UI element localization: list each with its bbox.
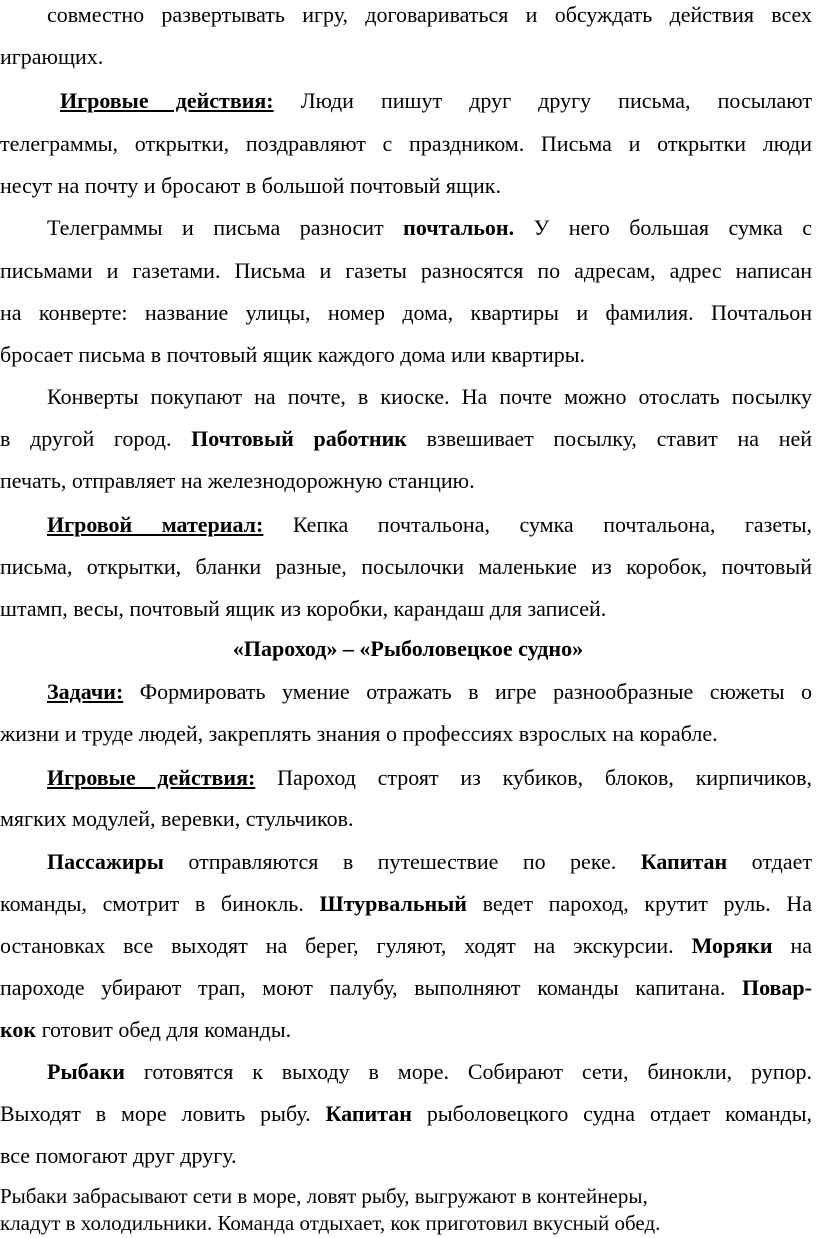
term-sailors: Моряки xyxy=(691,933,773,958)
text-line xyxy=(47,679,812,705)
term-fishermen: Рыбаки xyxy=(47,1059,125,1084)
text-run: Пароход строят из кубиков, блоков, кирпичиков, xyxy=(277,765,812,790)
text-line xyxy=(60,88,812,114)
text-run: отправляются в путешествие по реке. xyxy=(188,849,617,874)
text-run: готовятся к выходу в море. Собирают сети, бинокли, рупор. xyxy=(143,1059,812,1084)
text-line: совместно развертывать игру, договариваться и обсуждать действия всех xyxy=(47,2,812,27)
text-run: отдает xyxy=(751,849,812,874)
label-game-material: Игровой материал: xyxy=(47,512,264,537)
term-cook-part1: Повар- xyxy=(741,975,812,1000)
text-run: Телеграммы и письма разносит xyxy=(47,215,384,240)
text-line xyxy=(47,512,812,538)
term-helmsman: Штурвальный xyxy=(319,891,467,916)
text-line: штамп, весы, почтовый ящик из коробки, карандаш для записей. xyxy=(0,596,607,621)
text-run: взвешивает посылку, ставит на ней xyxy=(426,426,812,451)
text-line: Рыбаки забрасывают сети в море, ловят рыбу, выгружают в контейнеры, xyxy=(0,1184,648,1208)
text-line: кладут в холодильники. Команда отдыхает, кок приготовил вкусный обед. xyxy=(0,1211,661,1235)
label-tasks: Задачи: xyxy=(47,679,124,704)
text-run: пароходе убирают трап, моют палубу, выполняют команды капитана. xyxy=(0,975,726,1000)
text-run: Выходят в море ловить рыбу. xyxy=(0,1101,311,1126)
text-line: телеграммы, открытки, поздравляют с праздником. Письма и открытки люди xyxy=(0,131,812,156)
text-run: команды, смотрит в бинокль. xyxy=(0,891,304,916)
text-line xyxy=(47,765,812,791)
text-run: Формировать умение отражать в игре разнообразные сюжеты о xyxy=(139,679,812,704)
text-line xyxy=(0,975,812,1001)
text-line xyxy=(0,933,812,959)
text-line xyxy=(47,215,812,241)
text-line: все помогают друг другу. xyxy=(0,1143,237,1168)
heading-title: «Пароход» – «Рыболовецкое судно» xyxy=(232,636,584,661)
text-run: Кепка почтальона, сумка почтальона, газеты, xyxy=(292,512,812,537)
text-line: печать, отправляет на железнодорожную станцию. xyxy=(0,468,475,493)
text-line xyxy=(0,1017,816,1043)
text-line: жизни и труде людей, закреплять знания о профессиях взрослых на корабле. xyxy=(0,721,718,746)
text-line: мягких модулей, веревки, стульчиков. xyxy=(0,806,354,831)
text-run: У него большая сумка с xyxy=(533,215,813,240)
term-captain: Капитан xyxy=(325,1101,412,1126)
text-line xyxy=(47,849,812,875)
text-line xyxy=(0,426,812,452)
text-line xyxy=(0,891,812,917)
label-game-actions: Игровые действия: xyxy=(60,88,274,113)
text-line: письмами и газетами. Письма и газеты разносятся по адресам, адрес написан xyxy=(0,258,812,283)
text-line: несут на почту и бросают в большой почтовый ящик. xyxy=(0,173,501,198)
term-cook-part2: кок xyxy=(0,1017,37,1042)
text-line: играющих. xyxy=(0,44,104,69)
text-run: на xyxy=(790,933,813,958)
term-postal-worker: Почтовый работник xyxy=(191,426,407,451)
text-run: готовит обед для команды. xyxy=(41,1017,292,1042)
text-line: бросает письма в почтовый ящик каждого дома или квартиры. xyxy=(0,342,585,367)
text-line: на конверте: название улицы, номер дома, квартиры и фамилия. Почтальон xyxy=(0,300,812,325)
text-line: письма, открытки, бланки разные, посылочки маленькие из коробок, почтовый xyxy=(0,554,812,579)
text-run: ведет пароход, крутит руль. На xyxy=(482,891,812,916)
text-line xyxy=(47,1059,812,1085)
text-line: Конверты покупают на почте, в киоске. На почте можно отослать посылку xyxy=(47,384,812,409)
text-run: в другой город. xyxy=(0,426,172,451)
term-passengers: Пассажиры xyxy=(47,849,164,874)
term-captain: Капитан xyxy=(640,849,728,874)
label-game-actions: Игровые действия: xyxy=(47,765,256,790)
text-line xyxy=(0,1101,812,1127)
text-run: остановках все выходят на берег, гуляют, ходят на экскурсии. xyxy=(0,933,674,958)
text-run: рыболовецкого судна отдает команды, xyxy=(426,1101,812,1126)
text-run: Люди пишут друг другу письма, посылают xyxy=(300,88,812,113)
term-postman: почтальон. xyxy=(403,215,515,240)
